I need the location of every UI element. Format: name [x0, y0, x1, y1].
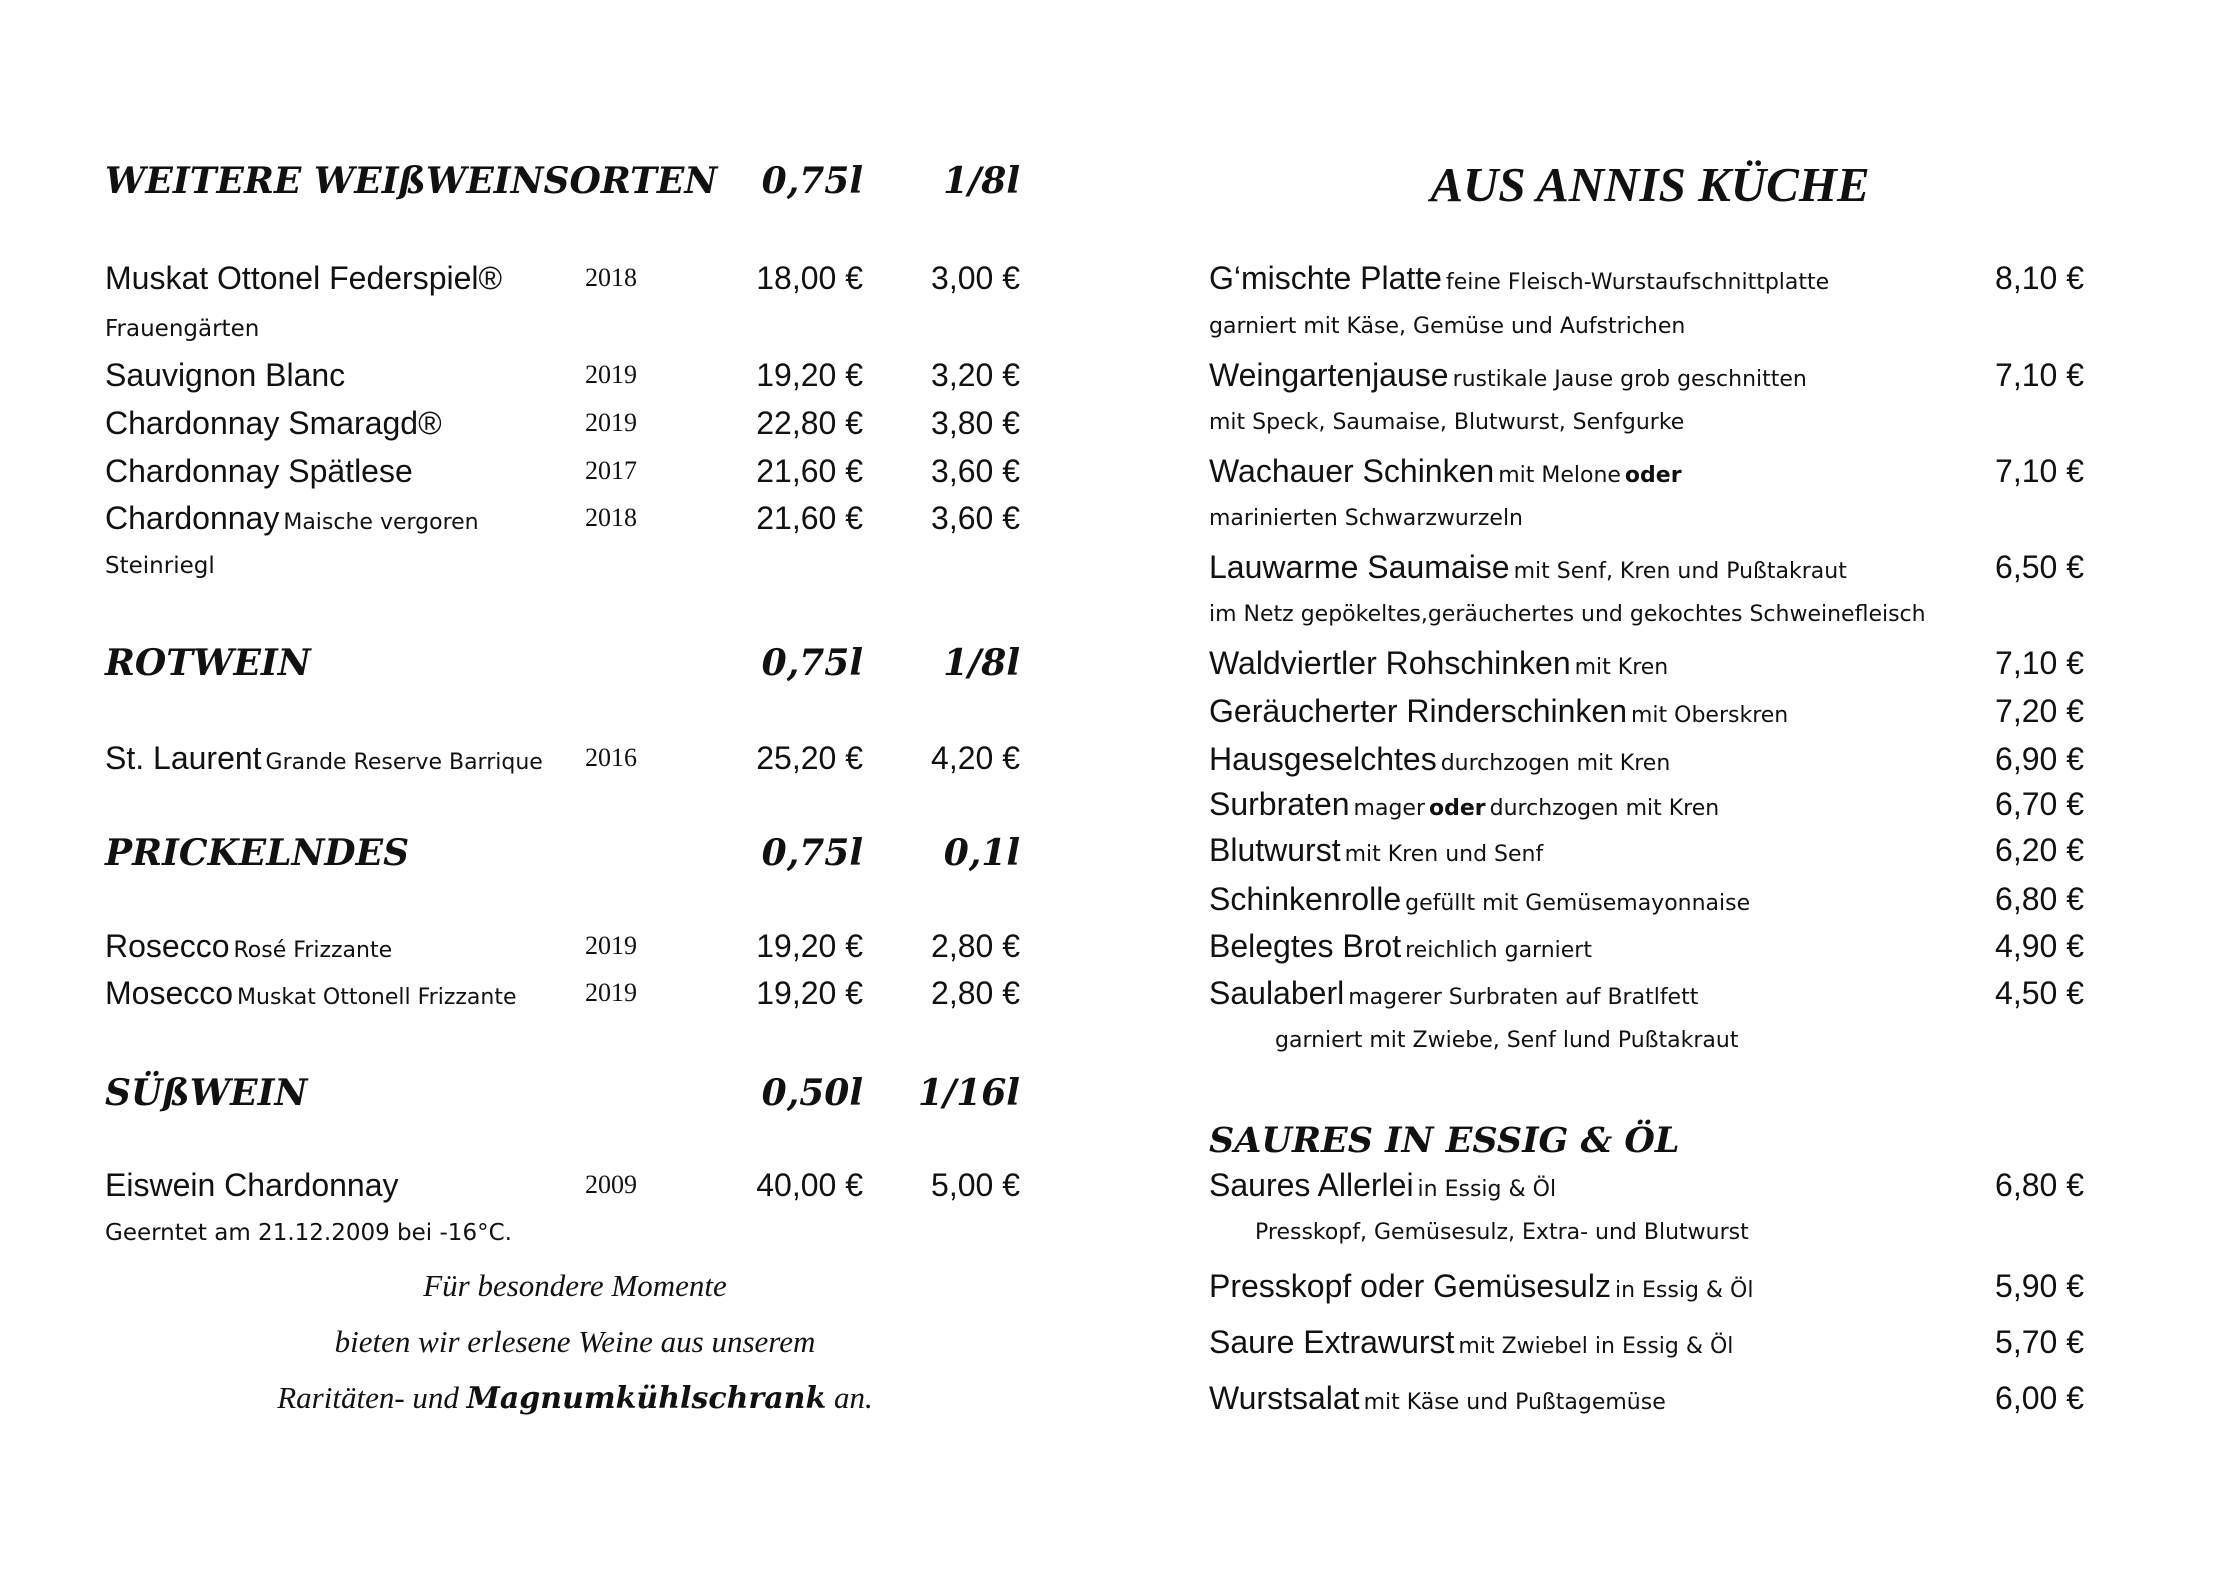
- food-note: garniert mit Zwiebe, Senf lund Pußtakraut: [1275, 1028, 1739, 1053]
- food-detail-emphasis: oder: [1624, 463, 1682, 488]
- wine-name-line: [105, 928, 392, 965]
- food-name-line: [1209, 786, 1719, 823]
- food-detail: gefüllt mit Gemüsemayonnaise: [1405, 891, 1751, 916]
- column-header-glass: 1/8l: [943, 642, 1020, 684]
- food-note: mit Speck, Saumaise, Blutwurst, Senfgurke: [1209, 410, 1685, 435]
- food-name-line: [1209, 260, 1829, 297]
- glass-price: 3,00 €: [931, 260, 1020, 296]
- wine-name: St. Laurent: [105, 740, 262, 776]
- food-note: im Netz gepökeltes,geräuchertes und gekochtes Schweinefleisch: [1209, 602, 1926, 627]
- column-header-bottle: 0,75l: [761, 160, 863, 202]
- wine-year: 2017: [585, 456, 637, 485]
- column-header-glass: 0,1l: [943, 832, 1020, 874]
- wine-name: Muskat Ottonel Federspiel®: [105, 260, 503, 296]
- food-price: 7,10 €: [1995, 453, 2084, 489]
- food-detail: rustikale Jause grob geschnitten: [1452, 367, 1807, 392]
- food-price: 5,70 €: [1995, 1324, 2084, 1360]
- wine-name: Chardonnay Spätlese: [105, 453, 413, 489]
- food-price: 4,90 €: [1995, 928, 2084, 964]
- food-name: Weingartenjause: [1209, 357, 1449, 393]
- wine-name-line: [105, 975, 517, 1012]
- food-name: Blutwurst: [1209, 832, 1341, 868]
- bottle-price: 19,20 €: [756, 928, 863, 964]
- food-price: 7,20 €: [1995, 693, 2084, 729]
- promo-text: an.: [826, 1380, 873, 1415]
- food-name-line: [1209, 975, 1698, 1012]
- food-name-line: [1209, 645, 1668, 682]
- food-name: Wachauer Schinken: [1209, 453, 1495, 489]
- wine-note: Geerntet am 21.12.2009 bei -16°C.: [105, 1220, 512, 1246]
- food-name: Waldviertler Rohschinken: [1209, 645, 1571, 681]
- food-name: Presskopf oder Gemüsesulz: [1209, 1268, 1611, 1304]
- food-name-line: [1209, 1324, 1733, 1361]
- wine-year: 2016: [585, 743, 637, 772]
- food-name-line: [1209, 1167, 1556, 1204]
- wine-year: 2019: [585, 931, 637, 960]
- food-detail: mit Oberskren: [1630, 703, 1789, 728]
- food-name-line: [1209, 741, 1670, 778]
- food-price: 7,10 €: [1995, 645, 2084, 681]
- wine-name: Rosecco: [105, 928, 230, 964]
- food-price: 6,20 €: [1995, 832, 2084, 868]
- glass-price: 3,60 €: [931, 453, 1020, 489]
- wine-detail: Maische vergoren: [283, 510, 479, 535]
- bottle-price: 21,60 €: [756, 453, 863, 489]
- food-detail-emphasis: oder: [1429, 796, 1486, 821]
- food-name: Surbraten: [1209, 786, 1350, 822]
- promo-text: Raritäten- und: [277, 1380, 467, 1415]
- food-detail: mit Kren und Senf: [1344, 842, 1544, 867]
- section-title-prickelndes: PRICKELNDES: [105, 832, 410, 874]
- food-name-line: [1209, 549, 1847, 586]
- food-price: 5,90 €: [1995, 1268, 2084, 1304]
- food-note: Presskopf, Gemüsesulz, Extra- und Blutwurst: [1255, 1220, 1749, 1245]
- food-name-line: [1209, 928, 1592, 965]
- bottle-price: 22,80 €: [756, 405, 863, 441]
- food-name-line: [1209, 357, 1807, 394]
- food-price: 7,10 €: [1995, 357, 2084, 393]
- food-detail: magerer Surbraten auf Bratlfett: [1348, 985, 1699, 1010]
- food-name: Saures Allerlei: [1209, 1167, 1414, 1203]
- wine-name-line: [105, 740, 543, 777]
- section-title-weisswein: WEITERE WEIßWEINSORTEN: [105, 160, 718, 202]
- food-name-line: [1209, 1380, 1666, 1417]
- food-detail: feine Fleisch-Wurstaufschnittplatte: [1445, 270, 1830, 295]
- food-detail: durchzogen mit Kren: [1440, 751, 1671, 776]
- food-name: Belegtes Brot: [1209, 928, 1402, 964]
- wine-note: Frauengärten: [105, 316, 260, 342]
- promo-highlight: Magnumkühlschrank: [466, 1381, 827, 1416]
- wine-detail: Muskat Ottonell Frizzante: [237, 985, 517, 1010]
- food-name-line: [1209, 453, 1682, 490]
- wine-name: Eiswein Chardonnay: [105, 1167, 399, 1203]
- bottle-price: 19,20 €: [756, 975, 863, 1011]
- food-name-line: [1209, 832, 1543, 869]
- food-name-line: [1209, 1268, 1753, 1305]
- food-detail: reichlich garniert: [1405, 938, 1592, 963]
- food-price: 6,80 €: [1995, 881, 2084, 917]
- glass-price: 5,00 €: [931, 1167, 1020, 1203]
- food-detail: durchzogen mit Kren: [1489, 796, 1720, 821]
- glass-price: 2,80 €: [931, 975, 1020, 1011]
- bottle-price: 21,60 €: [756, 500, 863, 536]
- food-detail: mit Melone: [1498, 463, 1621, 488]
- bottle-price: 18,00 €: [756, 260, 863, 296]
- column-header-glass: 1/16l: [918, 1072, 1020, 1114]
- column-header-bottle: 0,75l: [761, 832, 863, 874]
- wine-name: Chardonnay Smaragd®: [105, 405, 442, 441]
- food-detail: mager: [1353, 796, 1425, 821]
- food-name: Lauwarme Saumaise: [1209, 549, 1510, 585]
- food-price: 6,50 €: [1995, 549, 2084, 585]
- food-name: Hausgeselchtes: [1209, 741, 1437, 777]
- food-name: Schinkenrolle: [1209, 881, 1402, 917]
- wine-year: 2019: [585, 360, 637, 389]
- food-name: Wurstsalat: [1209, 1380, 1360, 1416]
- food-name: G‘mischte Platte: [1209, 260, 1442, 296]
- food-name-line: [1209, 881, 1750, 918]
- section-title-suesswein: SÜßWEIN: [105, 1072, 308, 1114]
- wine-note: Steinriegl: [105, 553, 215, 579]
- bottle-price: 40,00 €: [756, 1167, 863, 1203]
- bottle-price: 19,20 €: [756, 357, 863, 393]
- food-name: Geräucherter Rinderschinken: [1209, 693, 1627, 729]
- food-name: Saulaberl: [1209, 975, 1345, 1011]
- food-name-line: [1209, 693, 1788, 730]
- food-price: 4,50 €: [1995, 975, 2084, 1011]
- wine-year: 2019: [585, 408, 637, 437]
- promo-line-2: bieten wir erlesene Weine aus unserem: [334, 1324, 816, 1359]
- food-price: 8,10 €: [1995, 260, 2084, 296]
- column-header-bottle: 0,50l: [761, 1072, 863, 1114]
- wine-year: 2019: [585, 978, 637, 1007]
- promo-line-3: [105, 1380, 1045, 1416]
- glass-price: 3,80 €: [931, 405, 1020, 441]
- food-price: 6,80 €: [1995, 1167, 2084, 1203]
- food-price: 6,70 €: [1995, 786, 2084, 822]
- wine-detail: Grande Reserve Barrique: [265, 750, 543, 775]
- section-title-rotwein: ROTWEIN: [105, 642, 311, 684]
- glass-price: 3,60 €: [931, 500, 1020, 536]
- food-detail: mit Käse und Pußtagemüse: [1363, 1390, 1666, 1415]
- food-detail: mit Zwiebel in Essig & Öl: [1458, 1334, 1734, 1359]
- food-detail: in Essig & Öl: [1614, 1278, 1754, 1303]
- food-detail: in Essig & Öl: [1417, 1177, 1557, 1202]
- food-note: marinierten Schwarzwurzeln: [1209, 506, 1523, 531]
- wine-year: 2018: [585, 263, 637, 292]
- food-price: 6,00 €: [1995, 1380, 2084, 1416]
- food-price: 6,90 €: [1995, 741, 2084, 777]
- column-header-glass: 1/8l: [943, 160, 1020, 202]
- wine-year: 2009: [585, 1170, 637, 1199]
- glass-price: 3,20 €: [931, 357, 1020, 393]
- page-title: AUS ANNIS KÜCHE: [1430, 157, 1870, 212]
- section-title-saures: SAURES IN ESSIG & ÖL: [1209, 1120, 1680, 1161]
- promo-line-1: Für besondere Momente: [423, 1268, 727, 1303]
- glass-price: 4,20 €: [931, 740, 1020, 776]
- wine-name: Chardonnay: [105, 500, 280, 536]
- food-detail: mit Kren: [1574, 655, 1669, 680]
- column-header-bottle: 0,75l: [761, 642, 863, 684]
- food-note: garniert mit Käse, Gemüse und Aufstrichen: [1209, 314, 1686, 339]
- wine-name-line: [105, 500, 479, 537]
- food-name: Saure Extrawurst: [1209, 1324, 1455, 1360]
- wine-name: Sauvignon Blanc: [105, 357, 346, 393]
- wine-name: Mosecco: [105, 975, 234, 1011]
- bottle-price: 25,20 €: [756, 740, 863, 776]
- wine-year: 2018: [585, 503, 637, 532]
- food-detail: mit Senf, Kren und Pußtakraut: [1513, 559, 1847, 584]
- glass-price: 2,80 €: [931, 928, 1020, 964]
- wine-detail: Rosé Frizzante: [233, 938, 393, 963]
